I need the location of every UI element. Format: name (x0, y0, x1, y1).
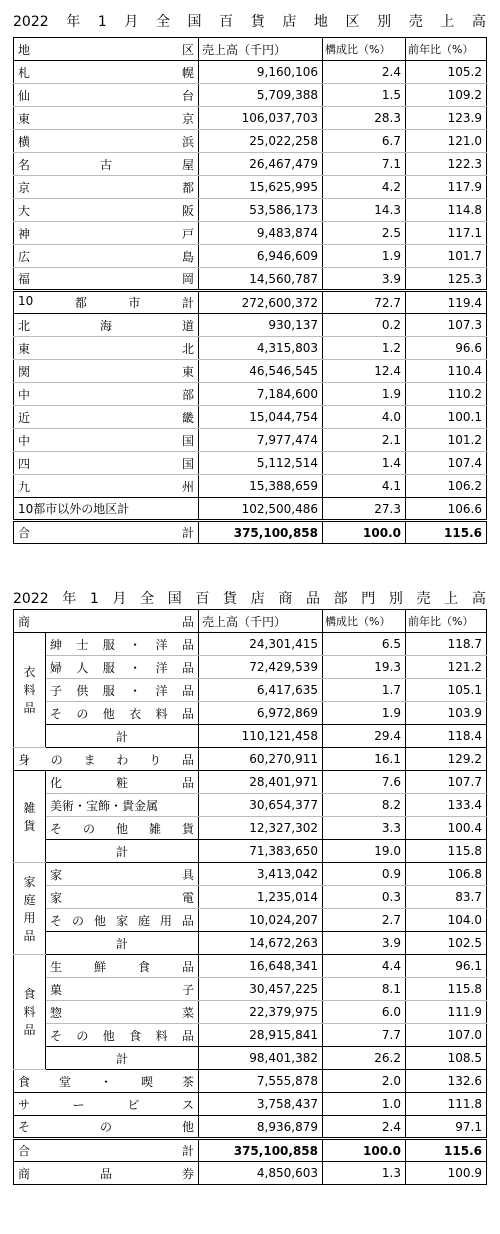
yoy-value: 118.4 (406, 725, 487, 748)
yoy-value: 125.3 (406, 268, 487, 291)
ratio-value: 1.5 (323, 84, 406, 107)
sales-value: 5,112,514 (199, 452, 323, 475)
title-char: 年 (62, 591, 77, 607)
row-label: そ の 他 (14, 1116, 199, 1139)
title-char: 貨 (223, 591, 238, 607)
table-row (14, 176, 487, 199)
sales-value: 9,483,874 (199, 222, 323, 245)
row-label: 10都市以外の地区計 (14, 498, 199, 521)
sales-value: 110,121,458 (199, 725, 323, 748)
row-label: 札 幌 (14, 61, 199, 84)
yoy-value: 101.7 (406, 245, 487, 268)
title-char: 上 (444, 591, 459, 607)
yoy-value: 122.3 (406, 153, 487, 176)
title-char: 上 (440, 14, 455, 30)
sales-value: 930,137 (199, 314, 323, 337)
row-label: 近 畿 (14, 406, 199, 429)
yoy-value: 117.9 (406, 176, 487, 199)
row-label: 中 国 (14, 429, 199, 452)
table-row (14, 1093, 487, 1116)
ratio-value: 26.2 (323, 1047, 406, 1070)
yoy-value: 96.1 (406, 955, 487, 978)
table-row (14, 955, 487, 978)
table-row (14, 130, 487, 153)
yoy-value: 133.4 (406, 794, 487, 817)
title-char: 2022 (13, 14, 49, 30)
yoy-value: 105.2 (406, 61, 487, 84)
ratio-value: 2.0 (323, 1070, 406, 1093)
row-label: 計 (46, 1047, 199, 1070)
ratio-value: 3.9 (323, 932, 406, 955)
yoy-value: 104.0 (406, 909, 487, 932)
title-char: 1 (89, 591, 99, 607)
header-row (14, 38, 487, 61)
yoy-value: 111.9 (406, 1001, 487, 1024)
header-sales: 売上高（千円） (199, 38, 323, 61)
table-row (14, 1070, 487, 1093)
ratio-value: 100.0 (323, 521, 406, 544)
row-label: 家 具 (46, 863, 199, 886)
row-label: 北 海 道 (14, 314, 199, 337)
row-label: 大 阪 (14, 199, 199, 222)
region-sales-table (13, 37, 487, 544)
table-row (14, 360, 487, 383)
yoy-value: 123.9 (406, 107, 487, 130)
header-row (14, 610, 487, 633)
table-row (14, 1024, 487, 1047)
sales-value: 53,586,173 (199, 199, 323, 222)
ratio-value: 28.3 (323, 107, 406, 130)
ratio-value: 7.1 (323, 153, 406, 176)
title-char: 地 (313, 14, 328, 30)
row-label: 計 (46, 932, 199, 955)
table-row (14, 383, 487, 406)
yoy-value: 117.1 (406, 222, 487, 245)
ratio-value: 19.3 (323, 656, 406, 679)
subtotal-row (14, 840, 487, 863)
table-row (14, 199, 487, 222)
sales-value: 272,600,372 (199, 291, 323, 314)
yoy-value: 100.9 (406, 1162, 487, 1185)
ratio-value: 8.2 (323, 794, 406, 817)
row-label: 神 戸 (14, 222, 199, 245)
table-row (14, 909, 487, 932)
yoy-value: 119.4 (406, 291, 487, 314)
sales-value: 10,024,207 (199, 909, 323, 932)
sales-value: 16,648,341 (199, 955, 323, 978)
table-row (14, 452, 487, 475)
yoy-value: 107.7 (406, 771, 487, 794)
row-label: 紳 士 服 ・ 洋 品 (46, 633, 199, 656)
ratio-value: 12.4 (323, 360, 406, 383)
title-char: 別 (388, 591, 403, 607)
ratio-value: 6.5 (323, 633, 406, 656)
table-row (14, 679, 487, 702)
title-char: 1 (97, 14, 107, 30)
sales-value: 46,546,545 (199, 360, 323, 383)
title-char: 商 (278, 591, 293, 607)
ratio-value: 7.6 (323, 771, 406, 794)
title-char: 年 (66, 14, 81, 30)
yoy-value: 121.0 (406, 130, 487, 153)
ratio-value: 1.2 (323, 337, 406, 360)
row-label: 九 州 (14, 475, 199, 498)
yoy-value: 97.1 (406, 1116, 487, 1139)
title-char: 部 (333, 591, 348, 607)
row-label: 美術・宝飾・貴金属 (46, 794, 199, 817)
table-row (14, 337, 487, 360)
sales-value: 7,184,600 (199, 383, 323, 406)
sales-value: 30,654,377 (199, 794, 323, 817)
sales-value: 4,315,803 (199, 337, 323, 360)
table-row (14, 1116, 487, 1139)
title-char: 高 (471, 14, 486, 30)
header-category: 商 品 (14, 610, 199, 633)
table-row (14, 429, 487, 452)
ratio-value: 3.3 (323, 817, 406, 840)
ratio-value: 6.7 (323, 130, 406, 153)
sales-value: 30,457,225 (199, 978, 323, 1001)
yoy-value: 96.6 (406, 337, 487, 360)
ratio-value: 2.1 (323, 429, 406, 452)
row-label: 京 都 (14, 176, 199, 199)
header-ratio: 構成比（%） (323, 38, 406, 61)
subtotal-row (14, 932, 487, 955)
row-label: 商 品 券 (14, 1162, 199, 1185)
table-row (14, 153, 487, 176)
ratio-value: 72.7 (323, 291, 406, 314)
table-row (14, 978, 487, 1001)
sales-value: 25,022,258 (199, 130, 323, 153)
yoy-value: 101.2 (406, 429, 487, 452)
table-row (14, 1139, 487, 1162)
yoy-value: 108.5 (406, 1047, 487, 1070)
sales-value: 1,235,014 (199, 886, 323, 909)
ratio-value: 1.9 (323, 383, 406, 406)
row-label: 計 (46, 725, 199, 748)
category-sales-table (13, 609, 487, 1185)
sales-value: 12,327,302 (199, 817, 323, 840)
header-yoy: 前年比（%） (406, 610, 487, 633)
table-row (14, 794, 487, 817)
title-char: 品 (305, 591, 320, 607)
ratio-value: 4.1 (323, 475, 406, 498)
yoy-value: 115.6 (406, 1139, 487, 1162)
subtotal-row (14, 1047, 487, 1070)
sales-value: 5,709,388 (199, 84, 323, 107)
title-char: 百 (219, 14, 234, 30)
table-row (14, 314, 487, 337)
table2-title (13, 588, 486, 610)
table-row (14, 84, 487, 107)
sales-value: 15,044,754 (199, 406, 323, 429)
yoy-value: 107.4 (406, 452, 487, 475)
row-label: 四 国 (14, 452, 199, 475)
table-row (14, 268, 487, 291)
sales-value: 15,388,659 (199, 475, 323, 498)
sales-value: 22,379,975 (199, 1001, 323, 1024)
ratio-value: 4.2 (323, 176, 406, 199)
table-row (14, 61, 487, 84)
title-char: 売 (408, 14, 423, 30)
sales-value: 14,560,787 (199, 268, 323, 291)
row-label: 中 部 (14, 383, 199, 406)
row-label: 名 古 屋 (14, 153, 199, 176)
yoy-value: 114.8 (406, 199, 487, 222)
row-label: そ の 他 衣 料 品 (46, 702, 199, 725)
row-label: 惣 菜 (46, 1001, 199, 1024)
title-char: 売 (416, 591, 431, 607)
header-yoy: 前年比（%） (406, 38, 487, 61)
sales-value: 14,672,263 (199, 932, 323, 955)
yoy-value: 100.4 (406, 817, 487, 840)
ratio-value: 19.0 (323, 840, 406, 863)
sales-value: 375,100,858 (199, 521, 323, 544)
yoy-value: 132.6 (406, 1070, 487, 1093)
table-row (14, 222, 487, 245)
table-row (14, 748, 487, 771)
yoy-value: 106.6 (406, 498, 487, 521)
ratio-value: 1.7 (323, 679, 406, 702)
row-label: 食 堂 ・ 喫 茶 (14, 1070, 199, 1093)
yoy-value: 107.3 (406, 314, 487, 337)
ratio-value: 6.0 (323, 1001, 406, 1024)
table-row (14, 521, 487, 544)
ratio-value: 7.7 (323, 1024, 406, 1047)
row-label: 福 岡 (14, 268, 199, 291)
ratio-value: 4.4 (323, 955, 406, 978)
sales-value: 15,625,995 (199, 176, 323, 199)
subtotal-row (14, 725, 487, 748)
table-row (14, 863, 487, 886)
row-label: 合 計 (14, 521, 199, 544)
row-label: 化 粧 品 (46, 771, 199, 794)
title-char: 国 (187, 14, 202, 30)
yoy-value: 111.8 (406, 1093, 487, 1116)
sales-value: 28,915,841 (199, 1024, 323, 1047)
title-char: 百 (195, 591, 210, 607)
ratio-value: 0.3 (323, 886, 406, 909)
yoy-value: 110.4 (406, 360, 487, 383)
row-label: サ ー ビ ス (14, 1093, 199, 1116)
row-label: 子 供 服 ・ 洋 品 (46, 679, 199, 702)
title-char: 店 (250, 591, 265, 607)
table-row (14, 702, 487, 725)
row-label: 東 北 (14, 337, 199, 360)
sales-value: 375,100,858 (199, 1139, 323, 1162)
sales-value: 9,160,106 (199, 61, 323, 84)
sales-value: 3,758,437 (199, 1093, 323, 1116)
group-label: 雑 貨 (14, 771, 46, 863)
sales-value: 98,401,382 (199, 1047, 323, 1070)
ratio-value: 0.9 (323, 863, 406, 886)
group-label: 衣 料 品 (14, 633, 46, 748)
table-row (14, 1162, 487, 1185)
yoy-value: 109.2 (406, 84, 487, 107)
table-row (14, 406, 487, 429)
row-label: 身 の ま わ り 品 (14, 748, 199, 771)
sales-value: 6,972,869 (199, 702, 323, 725)
ratio-value: 1.9 (323, 702, 406, 725)
yoy-value: 110.2 (406, 383, 487, 406)
sales-value: 71,383,650 (199, 840, 323, 863)
sales-value: 6,417,635 (199, 679, 323, 702)
row-label: 計 (46, 840, 199, 863)
table-row (14, 771, 487, 794)
ratio-value: 27.3 (323, 498, 406, 521)
yoy-value: 106.8 (406, 863, 487, 886)
table-row (14, 107, 487, 130)
ratio-value: 1.0 (323, 1093, 406, 1116)
ratio-value: 3.9 (323, 268, 406, 291)
sales-value: 24,301,415 (199, 633, 323, 656)
sales-value: 102,500,486 (199, 498, 323, 521)
sales-value: 60,270,911 (199, 748, 323, 771)
ratio-value: 2.5 (323, 222, 406, 245)
group-label: 家 庭 用 品 (14, 863, 46, 955)
table-row (14, 291, 487, 314)
ratio-value: 100.0 (323, 1139, 406, 1162)
sales-value: 7,977,474 (199, 429, 323, 452)
sales-value: 106,037,703 (199, 107, 323, 130)
table-row (14, 886, 487, 909)
row-label: 生 鮮 食 品 (46, 955, 199, 978)
table-row (14, 656, 487, 679)
row-label: 関 東 (14, 360, 199, 383)
row-label: 家 電 (46, 886, 199, 909)
row-label: 合 計 (14, 1139, 199, 1162)
table-row (14, 633, 487, 656)
yoy-value: 103.9 (406, 702, 487, 725)
ratio-value: 1.4 (323, 452, 406, 475)
title-char: 区 (345, 14, 360, 30)
title-char: 月 (112, 591, 127, 607)
table-row (14, 817, 487, 840)
row-label: 仙 台 (14, 84, 199, 107)
title-char: 全 (155, 14, 170, 30)
yoy-value: 100.1 (406, 406, 487, 429)
title-char: 店 (282, 14, 297, 30)
ratio-value: 14.3 (323, 199, 406, 222)
ratio-value: 0.2 (323, 314, 406, 337)
ratio-value: 16.1 (323, 748, 406, 771)
sales-value: 4,850,603 (199, 1162, 323, 1185)
header-ratio: 構成比（%） (323, 610, 406, 633)
yoy-value: 102.5 (406, 932, 487, 955)
sales-value: 72,429,539 (199, 656, 323, 679)
ratio-value: 2.4 (323, 1116, 406, 1139)
ratio-value: 4.0 (323, 406, 406, 429)
yoy-value: 105.1 (406, 679, 487, 702)
row-label: そ の 他 食 料 品 (46, 1024, 199, 1047)
title-char: 2022 (13, 591, 49, 607)
yoy-value: 83.7 (406, 886, 487, 909)
row-label: 横 浜 (14, 130, 199, 153)
sales-value: 28,401,971 (199, 771, 323, 794)
yoy-value: 129.2 (406, 748, 487, 771)
header-region: 地 区 (14, 38, 199, 61)
title-char: 門 (361, 591, 376, 607)
row-label: 菓 子 (46, 978, 199, 1001)
title-char: 別 (377, 14, 392, 30)
header-sales: 売上高（千円） (199, 610, 323, 633)
ratio-value: 1.3 (323, 1162, 406, 1185)
title-char: 月 (124, 14, 139, 30)
yoy-value: 107.0 (406, 1024, 487, 1047)
row-label: そ の 他 家 庭 用 品 (46, 909, 199, 932)
ratio-value: 2.4 (323, 61, 406, 84)
table1-title (13, 11, 486, 33)
title-char: 高 (471, 591, 486, 607)
ratio-value: 29.4 (323, 725, 406, 748)
row-label: そ の 他 雑 貨 (46, 817, 199, 840)
ratio-value: 2.7 (323, 909, 406, 932)
title-char: 国 (167, 591, 182, 607)
sales-value: 3,413,042 (199, 863, 323, 886)
row-label: 10 都 市 計 (14, 291, 199, 314)
sales-value: 6,946,609 (199, 245, 323, 268)
yoy-value: 106.2 (406, 475, 487, 498)
row-label: 東 京 (14, 107, 199, 130)
table-row (14, 245, 487, 268)
sales-value: 26,467,479 (199, 153, 323, 176)
title-char: 貨 (250, 14, 265, 30)
row-label: 婦 人 服 ・ 洋 品 (46, 656, 199, 679)
table-row (14, 475, 487, 498)
ratio-value: 1.9 (323, 245, 406, 268)
table-row (14, 1001, 487, 1024)
title-char: 全 (140, 591, 155, 607)
yoy-value: 115.6 (406, 521, 487, 544)
yoy-value: 115.8 (406, 840, 487, 863)
sales-value: 7,555,878 (199, 1070, 323, 1093)
sales-value: 8,936,879 (199, 1116, 323, 1139)
yoy-value: 121.2 (406, 656, 487, 679)
row-label: 広 島 (14, 245, 199, 268)
table-row (14, 498, 487, 521)
yoy-value: 118.7 (406, 633, 487, 656)
group-label: 食 料 品 (14, 955, 46, 1070)
ratio-value: 8.1 (323, 978, 406, 1001)
yoy-value: 115.8 (406, 978, 487, 1001)
